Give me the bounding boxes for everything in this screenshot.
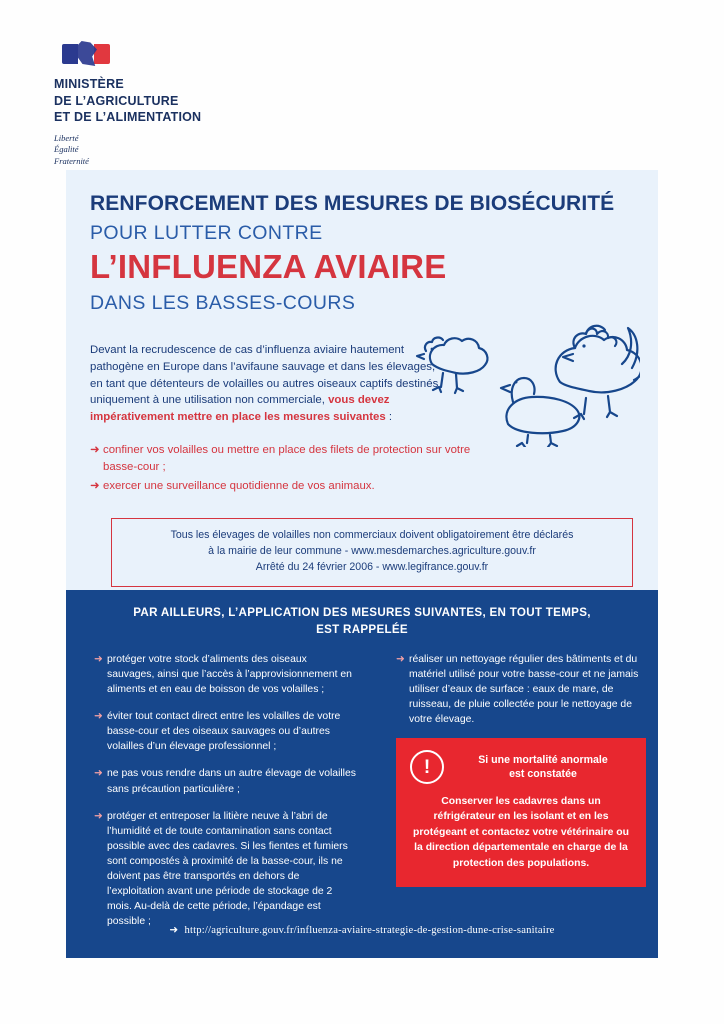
intro-highlight: vous devez impérativement mettre en place les mesures suivantes [90,394,390,424]
list-item [94,709,356,754]
notice-line-2: à la mairie de leur commune - www.mesdemarches.agriculture.gouv.fr [208,544,536,557]
arrow-right-icon: ➜ [94,810,103,822]
arrow-right-icon: ➜ [94,768,103,780]
ministry-logo [54,40,284,167]
intro-paragraph [90,342,440,426]
ministry-name [54,76,284,126]
arrow-right-icon: ➜ [90,480,100,493]
intro-text-part1: Devant la recrudescence de cas d’influenza aviaire hautement pathogène en Europe dans l’avifaune sauvage et dans les élevages, en tant que détenteurs de volailles ou autres oiseaux captifs destinés uniquement à une utilisation non commerciale, [90,344,439,407]
exclamation-mark-icon: ! [410,750,444,784]
list-item-label: réaliser un nettoyage régulier des bâtiments et du matériel utilisé pour votre basse-cour et ne jamais utiliser d’eaux de surface : eaux de mare, de ruisseau, de pluie collectée pour le nettoyage de votre élevage. [409,654,639,726]
notice-line-3: Arrêté du 24 février 2006 - www.legifrance.gouv.fr [255,560,489,573]
list-item-label: protéger et entreposer la litière neuve à l’abri de l’humidité et de toute contamination sans contact possible avec des cadavres. Si les fientes et fumiers sont compostés à proximité de la basse-cour, ils ne doivent pas être transportés en dehors de l’exploitation avant une période de stockage de 2 mois. Au-delà de cette période, l’épandage est possible ; [107,810,348,928]
mortality-alert-box [396,738,646,887]
republic-motto [54,133,284,167]
intro-text-part2: : [385,411,393,424]
subtitle-purpose: POUR LUTTER CONTRE [90,222,323,244]
declaration-notice [111,518,633,587]
measures-left-column [94,652,356,941]
poultry-hen-rooster-goose-icon [410,302,640,447]
ministry-line-2: DE L’AGRICULTURE [54,93,179,108]
arrow-right-icon: ➜ [90,444,100,456]
alert-title-line-2: est constatée [509,768,577,780]
arrow-right-icon: ➜ [94,654,103,665]
list-item-label: exercer une surveillance quotidienne de vos animaux. [103,480,375,493]
list-item [90,478,480,495]
list-item [90,442,480,475]
bottom-panel [66,590,658,958]
alert-header [410,750,632,784]
list-item-label: protéger votre stock d’aliments des oiseaux sauvages, ainsi que l’accès à l’approvisionnement en aliments et en eau de boisson de vos volailles ; [107,654,352,696]
measures-right-column [396,652,646,739]
alert-title [454,753,632,782]
notice-line-1: Tous les élevages de volailles non commerciaux doivent obligatoirement être déclarés [170,529,574,541]
arrow-right-icon: ➜ [94,711,103,723]
list-item-label: éviter tout contact direct entre les volailles de votre basse-cour et des oiseaux sauvages ou d’autres volailles d’un élevage professionnel ; [107,711,341,753]
list-item [396,652,646,727]
page-title: RENFORCEMENT DES MESURES DE BIOSÉCURITÉ [90,192,615,215]
ministry-line-3: ET DE L’ALIMENTATION [54,110,202,125]
alert-body: Conserver les cadavres dans un réfrigérateur en les isolant et en les protégeant et contactez votre vétérinaire ou la direction départementale en charge de la protection des populations. [413,796,629,869]
info-url-label[interactable]: http://agriculture.gouv.fr/influenza-aviaire-strategie-de-gestion-dune-crise-sanitaire [184,925,555,936]
alert-title-line-1: Si une mortalité anormale [478,753,608,766]
bottom-panel-title [66,590,658,639]
arrow-right-icon: ➜ [396,654,405,665]
arrow-right-icon: ➜ [169,925,179,936]
disease-title: L’INFLUENZA AVIAIRE [90,248,447,285]
french-flag-marianne-icon [62,40,114,70]
motto-egalite: Égalité [54,144,79,155]
list-item-label: confiner vos volailles ou mettre en place des filets de protection sur votre basse-cour ; [103,444,471,473]
motto-liberte: Liberté [54,132,79,143]
bottom-title-line-2: EST RAPPELÉE [316,623,408,637]
list-item [94,809,356,930]
list-item [94,766,356,796]
info-url[interactable] [66,924,658,936]
motto-fraternite: Fraternité [54,155,89,166]
bottom-title-line-1: PAR AILLEURS, L’APPLICATION DES MESURES SUIVANTES, EN TOUT TEMPS, [133,606,591,619]
top-panel [66,170,658,590]
list-item [94,652,356,697]
context-title: DANS LES BASSES-COURS [90,292,356,314]
list-item-label: ne pas vous rendre dans un autre élevage de volailles sans précaution particulière ; [107,768,356,795]
required-measures-list [90,442,480,498]
ministry-line-1: MINISTÈRE [54,77,124,91]
